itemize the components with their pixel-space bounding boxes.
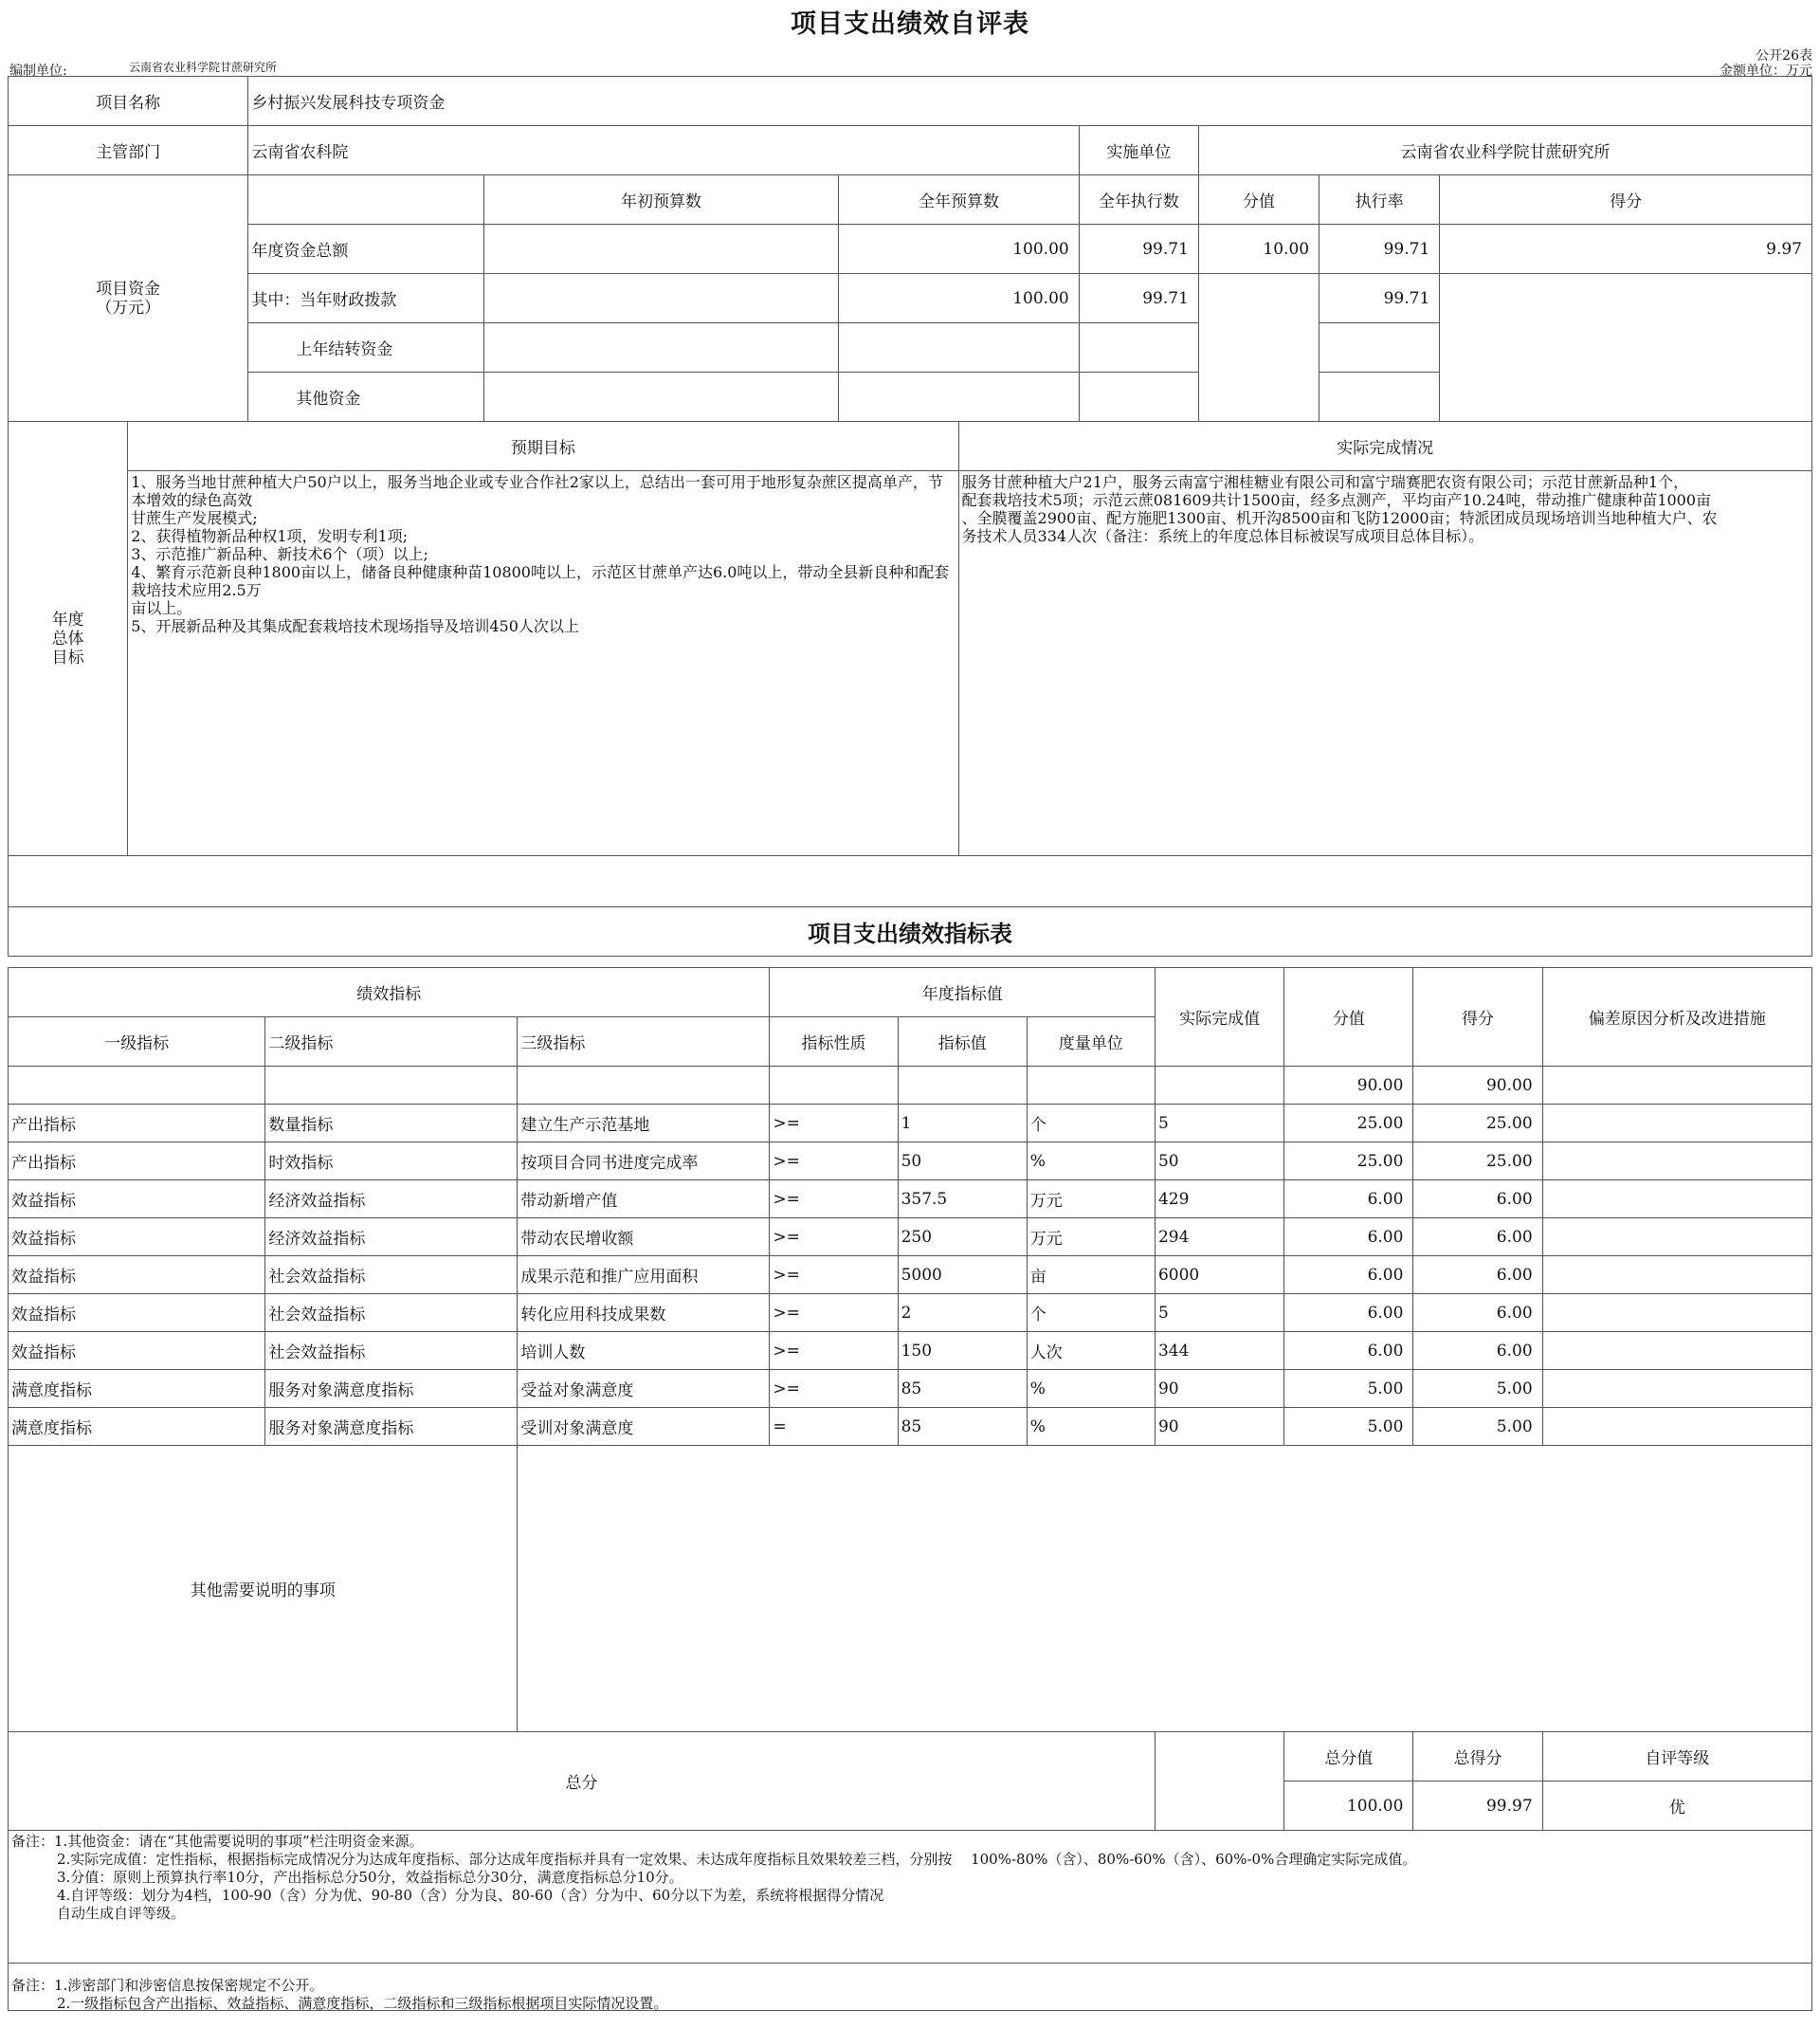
level3-cell: 带动农民增收额 [518, 1218, 770, 1256]
indicator-title-row [9, 907, 1812, 957]
level2-cell: 服务对象满意度指标 [265, 1370, 518, 1408]
score-cell: 5.00 [1413, 1370, 1542, 1408]
actual-value-cell: 5 [1155, 1294, 1283, 1332]
nature-cell: >= [770, 1256, 898, 1294]
spacer-row [9, 856, 1812, 907]
score-label: 得分 [1413, 968, 1542, 1067]
goal-line: 3、示范推广新品种、新技术6个（项）以上; [131, 545, 428, 563]
measure-unit-cell: 亩 [1027, 1256, 1155, 1294]
goal-line: 1、服务当地甘蔗种植大户50户以上，服务当地企业或专业合作社2家以上，总结出一套可用于地形复杂蔗区提高单产，节本增效的绿色高效 [131, 473, 943, 509]
measure-unit-cell: % [1027, 1370, 1155, 1408]
perf-indicator-label: 绩效指标 [9, 968, 770, 1017]
level1-cell: 产出指标 [9, 1105, 265, 1142]
funds-row-executed: 99.71 [1079, 225, 1198, 274]
subtotal-score: 90.00 [1413, 1067, 1542, 1105]
unit-label: 编制单位: [9, 64, 67, 79]
level2-cell: 数量指标 [265, 1105, 518, 1142]
goals-actual-text [958, 471, 1811, 856]
actual-value-cell: 6000 [1155, 1256, 1283, 1294]
indicator-value-cell: 85 [898, 1370, 1027, 1408]
nature-cell: >= [770, 1370, 898, 1408]
note-line: 4.自评等级：划分为4档，100-90（含）分为优、90-80（含）分为良、80-60（含）分为中、60分以下为差，系统将根据得分情况 [57, 1887, 884, 1904]
funds-row-executed [1079, 323, 1198, 373]
funds-score-value-merged [1198, 274, 1319, 422]
score-cell: 6.00 [1413, 1256, 1542, 1294]
score-cell: 6.00 [1413, 1218, 1542, 1256]
goals-expected-label: 预期目标 [128, 422, 958, 471]
funds-score-merged [1440, 274, 1812, 422]
nature-cell: >= [770, 1142, 898, 1180]
notes-block-2 [8, 1964, 1812, 2011]
score-value-cell: 25.00 [1284, 1142, 1413, 1180]
level3-cell: 培训人数 [518, 1332, 770, 1370]
report-page [8, 0, 1812, 957]
self-evaluation-table [8, 76, 1812, 957]
project-name-value: 乡村振兴发展科技专项资金 [248, 77, 1812, 126]
score-value-cell: 6.00 [1284, 1218, 1413, 1256]
indicator-value-cell: 250 [898, 1218, 1027, 1256]
dept-label: 主管部门 [9, 126, 248, 175]
annual-indicator-label: 年度指标值 [770, 968, 1156, 1017]
indicator-section [8, 967, 1812, 2011]
project-name-row [9, 77, 1812, 126]
funds-header-rate: 执行率 [1320, 175, 1440, 225]
deviation-cell [1542, 1294, 1811, 1332]
nature-cell: >= [770, 1218, 898, 1256]
funds-header-annual: 全年预算数 [839, 175, 1079, 225]
funds-row-initial [483, 373, 839, 422]
actual-line: 务技术人员334人次（备注：系统上的年度总体目标被误写成项目总体目标）。 [961, 527, 1484, 545]
level3-cell: 建立生产示范基地 [518, 1105, 770, 1142]
total-label: 总分 [9, 1732, 1156, 1831]
grade-label: 自评等级 [1542, 1732, 1811, 1781]
indicator-row [9, 1105, 1812, 1142]
funds-row-initial [483, 323, 839, 373]
funds-row-total [9, 225, 1812, 274]
goal-line: 甘蔗生产发展模式; [131, 509, 258, 527]
goal-line: 5、开展新品种及其集成配套栽培技术现场指导及培训450人次以上 [131, 617, 579, 635]
funds-row-annual: 100.00 [839, 274, 1079, 323]
indicator-value-cell: 1 [898, 1105, 1027, 1142]
level2-cell: 经济效益指标 [265, 1180, 518, 1218]
funds-row-initial [483, 274, 839, 323]
measure-unit-cell: 万元 [1027, 1218, 1155, 1256]
level1-cell: 满意度指标 [9, 1370, 265, 1408]
subtotal-score-value: 90.00 [1284, 1067, 1413, 1105]
report-meta [8, 46, 1812, 79]
deviation-cell [1542, 1105, 1811, 1142]
indicator-row [9, 1332, 1812, 1370]
note-line: 备注：1.涉密部门和涉密信息按保密规定不公开。 [11, 1977, 324, 1994]
level1-label: 一级指标 [9, 1017, 265, 1067]
impl-label: 实施单位 [1079, 126, 1198, 175]
indicator-value-cell: 2 [898, 1294, 1027, 1332]
measure-unit-cell: % [1027, 1142, 1155, 1180]
goal-line: 4、繁育示范新良种1800亩以上，储备良种健康种苗10800吨以上，示范区甘蔗单产达6.0吨以上，带动全县新良种和配套栽培技术应用2.5万 [131, 563, 950, 599]
actual-value-cell: 90 [1155, 1408, 1283, 1446]
level2-cell: 时效指标 [265, 1142, 518, 1180]
measure-unit-cell: % [1027, 1408, 1155, 1446]
level2-cell: 服务对象满意度指标 [265, 1408, 518, 1446]
deviation-cell [1542, 1408, 1811, 1446]
goals-content-row [9, 471, 1812, 856]
score-value-cell: 6.00 [1284, 1332, 1413, 1370]
level2-cell: 社会效益指标 [265, 1294, 518, 1332]
public-table-no: 公开26表 [1756, 48, 1812, 64]
nature-cell: = [770, 1408, 898, 1446]
funds-row-fiscal [9, 274, 1812, 323]
funds-header-blank [248, 175, 483, 225]
funds-row-annual: 100.00 [839, 225, 1079, 274]
nature-label: 指标性质 [770, 1017, 898, 1067]
indicator-table [8, 967, 1812, 1831]
funds-row-rate: 99.71 [1320, 274, 1440, 323]
score-cell: 25.00 [1413, 1142, 1542, 1180]
funds-row-rate: 99.71 [1320, 225, 1440, 274]
level1-cell: 效益指标 [9, 1332, 265, 1370]
indicator-value-cell: 5000 [898, 1256, 1027, 1294]
dept-value: 云南省农科院 [248, 126, 1079, 175]
other-matters-value [518, 1446, 1812, 1732]
note-line: 2.实际完成值：定性指标，根据指标完成情况分为达成年度指标、部分达成年度指标并具有一定效果、未达成年度指标且效果较差三档，分别按 100%-80%（含）、80%-60%（含）、60%-0%合理确定实际完成值。 [57, 1851, 1417, 1868]
goal-line: 亩以上。 [131, 599, 192, 617]
funds-label: 项目资金 （万元） [9, 175, 248, 422]
funds-row-name: 上年结转资金 [248, 323, 483, 373]
level1-cell: 效益指标 [9, 1294, 265, 1332]
indicator-value-label: 指标值 [898, 1017, 1027, 1067]
indicator-rows [9, 1105, 1812, 1446]
measure-unit-label: 度量单位 [1027, 1017, 1155, 1067]
total-score-label: 总得分 [1413, 1732, 1542, 1781]
score-cell: 25.00 [1413, 1105, 1542, 1142]
unit-value: 云南省农业科学院甘蔗研究所 [129, 61, 278, 74]
goal-line: 2、获得植物新品种权1项，发明专利1项; [131, 527, 409, 545]
deviation-cell [1542, 1218, 1811, 1256]
nature-cell: >= [770, 1105, 898, 1142]
other-matters-label: 其他需要说明的事项 [9, 1446, 518, 1732]
indicator-row [9, 1180, 1812, 1218]
level3-cell: 按项目合同书进度完成率 [518, 1142, 770, 1180]
nature-cell: >= [770, 1332, 898, 1370]
notes-block [8, 1831, 1812, 1964]
spacer-cell [9, 856, 1812, 907]
level2-label: 二级指标 [265, 1017, 518, 1067]
goals-label: 年度 总体 目标 [9, 422, 128, 856]
funds-row-annual [839, 323, 1079, 373]
funds-row-name: 年度资金总额 [248, 225, 483, 274]
indicator-row [9, 1370, 1812, 1408]
actual-value-cell: 50 [1155, 1142, 1283, 1180]
goals-actual-label: 实际完成情况 [958, 422, 1811, 471]
actual-value-cell: 344 [1155, 1332, 1283, 1370]
level3-cell: 成果示范和推广应用面积 [518, 1256, 770, 1294]
actual-line: 配套栽培技术5项；示范云蔗081609共计1500亩，经多点测产，平均亩产10.24吨，带动推广健康种苗1000亩 [961, 491, 1712, 509]
funds-header-row [9, 175, 1812, 225]
measure-unit-cell: 人次 [1027, 1332, 1155, 1370]
score-value-cell: 5.00 [1284, 1370, 1413, 1408]
other-matters-row [9, 1446, 1812, 1732]
funds-row-score: 9.97 [1440, 225, 1812, 274]
measure-unit-cell: 个 [1027, 1294, 1155, 1332]
score-value-cell: 6.00 [1284, 1256, 1413, 1294]
actual-value-cell: 429 [1155, 1180, 1283, 1218]
level1-cell: 产出指标 [9, 1142, 265, 1180]
level1-cell: 满意度指标 [9, 1408, 265, 1446]
funds-row-name: 其他资金 [248, 373, 483, 422]
note-line: 3.分值：原则上预算执行率10分，产出指标总分50分，效益指标总分30分，满意度指标总分10分。 [57, 1869, 683, 1886]
measure-unit-cell: 个 [1027, 1105, 1155, 1142]
impl-value: 云南省农业科学院甘蔗研究所 [1198, 126, 1811, 175]
score-value-cell: 6.00 [1284, 1294, 1413, 1332]
note-line: 2.一级指标包含产出指标、效益指标、满意度指标，二级指标和三级指标根据项目实际情况设置。 [57, 1995, 668, 2012]
indicator-row [9, 1294, 1812, 1332]
indicator-header-row-a [9, 968, 1812, 1017]
goals-header-row [9, 422, 1812, 471]
funds-row-annual [839, 373, 1079, 422]
indicator-row [9, 1218, 1812, 1256]
total-header-row [9, 1732, 1812, 1781]
score-value-cell: 6.00 [1284, 1180, 1413, 1218]
score-cell: 6.00 [1413, 1294, 1542, 1332]
indicator-value-cell: 85 [898, 1408, 1027, 1446]
actual-line: 、全膜覆盖2900亩、配方施肥1300亩、机开沟8500亩和飞防12000亩；特派团成员现场培训当地种植大户、农 [961, 509, 1718, 527]
indicator-table-title: 项目支出绩效指标表 [9, 907, 1812, 957]
score-value-label: 分值 [1284, 968, 1413, 1067]
deviation-cell [1542, 1370, 1811, 1408]
total-value: 100.00 [1284, 1781, 1413, 1831]
score-value-cell: 5.00 [1284, 1408, 1413, 1446]
score-cell: 6.00 [1413, 1332, 1542, 1370]
dept-row [9, 126, 1812, 175]
goals-expected-text [128, 471, 958, 856]
indicator-value-cell: 50 [898, 1142, 1027, 1180]
funds-header-score: 得分 [1440, 175, 1812, 225]
note-line: 备注：1.其他资金：请在“其他需要说明的事项”栏注明资金来源。 [11, 1833, 424, 1850]
deviation-cell [1542, 1332, 1811, 1370]
level1-cell: 效益指标 [9, 1180, 265, 1218]
project-name-label: 项目名称 [9, 77, 248, 126]
total-score: 99.97 [1413, 1781, 1542, 1831]
level2-cell: 社会效益指标 [265, 1256, 518, 1294]
indicator-subtotal-row [9, 1067, 1812, 1105]
nature-cell: >= [770, 1294, 898, 1332]
indicator-value-cell: 357.5 [898, 1180, 1027, 1218]
funds-row-name: 其中：当年财政拨款 [248, 274, 483, 323]
level3-cell: 转化应用科技成果数 [518, 1294, 770, 1332]
report-title: 项目支出绩效自评表 [791, 9, 1029, 39]
funds-row-score-value: 10.00 [1198, 225, 1319, 274]
deviation-cell [1542, 1180, 1811, 1218]
note-line: 自动生成自评等级。 [57, 1905, 186, 1922]
grade-value: 优 [1542, 1781, 1811, 1831]
deviation-cell [1542, 1256, 1811, 1294]
level2-cell: 社会效益指标 [265, 1332, 518, 1370]
total-value-label: 总分值 [1284, 1732, 1413, 1781]
indicator-row [9, 1142, 1812, 1180]
level1-cell: 效益指标 [9, 1256, 265, 1294]
score-cell: 6.00 [1413, 1180, 1542, 1218]
funds-header-executed: 全年执行数 [1079, 175, 1198, 225]
funds-row-rate [1320, 323, 1440, 373]
level3-cell: 受益对象满意度 [518, 1370, 770, 1408]
nature-cell: >= [770, 1180, 898, 1218]
actual-value-cell: 90 [1155, 1370, 1283, 1408]
score-value-cell: 25.00 [1284, 1105, 1413, 1142]
indicator-row [9, 1256, 1812, 1294]
funds-row-executed: 99.71 [1079, 274, 1198, 323]
funds-row-executed [1079, 373, 1198, 422]
level3-cell: 带动新增产值 [518, 1180, 770, 1218]
level3-cell: 受训对象满意度 [518, 1408, 770, 1446]
indicator-value-cell: 150 [898, 1332, 1027, 1370]
deviation-label: 偏差原因分析及改进措施 [1542, 968, 1811, 1067]
amount-unit: 金额单位：万元 [1720, 64, 1812, 79]
actual-value-label: 实际完成值 [1155, 968, 1283, 1067]
funds-row-initial [483, 225, 839, 274]
deviation-cell [1542, 1142, 1811, 1180]
actual-value-cell: 5 [1155, 1105, 1283, 1142]
level2-cell: 经济效益指标 [265, 1218, 518, 1256]
funds-row-rate [1320, 373, 1440, 422]
level1-cell: 效益指标 [9, 1218, 265, 1256]
measure-unit-cell: 万元 [1027, 1180, 1155, 1218]
funds-header-score-value: 分值 [1198, 175, 1319, 225]
indicator-row [9, 1408, 1812, 1446]
actual-line: 服务甘蔗种植大户21户，服务云南富宁湘桂糖业有限公司和富宁瑞赛肥农资有限公司；示范甘蔗新品种1个， [961, 473, 1689, 491]
level3-label: 三级指标 [518, 1017, 770, 1067]
score-cell: 5.00 [1413, 1408, 1542, 1446]
actual-value-cell: 294 [1155, 1218, 1283, 1256]
funds-header-initial: 年初预算数 [483, 175, 839, 225]
